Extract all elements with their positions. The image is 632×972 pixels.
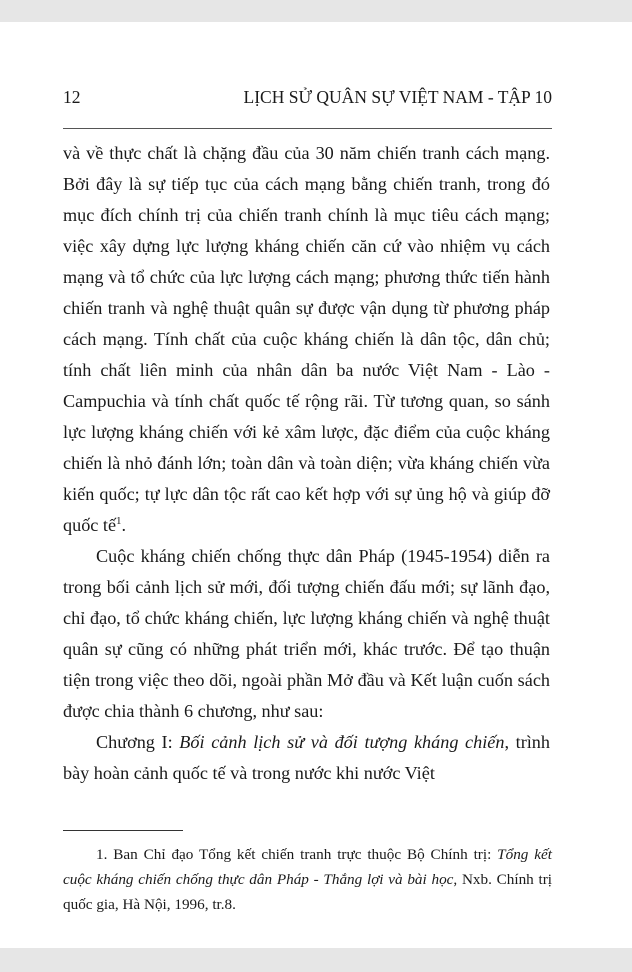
main-text (63, 138, 550, 789)
running-title: LỊCH SỬ QUÂN SỰ VIỆT NAM - TẬP 10 (243, 87, 552, 107)
page-number: 12 (63, 87, 81, 107)
paragraph-2: Cuộc kháng chiến chống thực dân Pháp (1945-1954) diễn ra trong bối cảnh lịch sử mới, đối tượng chiến đấu mới; sự lãnh đạo, chỉ đạo, tổ chức kháng chiến, lực lượng kháng chiến và nghệ thuật quân sự cũng có những phát triển mới, khác trước. Để tạo thuận tiện trong việc theo dõi, ngoài phần Mở đầu và Kết luận cuốn sách được chia thành 6 chương, như sau: (63, 546, 550, 721)
page-header (63, 86, 552, 112)
footnote-publication: , Nxb. Chính trị quốc gia, Hà Nội, 1996, tr.8. (63, 871, 552, 913)
paragraph-1 (63, 138, 550, 541)
footnote-lead: 1. Ban Chỉ đạo Tổng kết chiến tranh trực thuộc Bộ Chính trị: (96, 846, 498, 863)
paragraph-3 (63, 727, 550, 789)
book-page (0, 22, 632, 948)
header-divider (63, 128, 552, 129)
paragraph-3-text: , trình bày hoàn cảnh quốc tế và trong nước khi nước Việt (63, 732, 550, 783)
footnote-1 (63, 842, 552, 917)
footnote (63, 842, 552, 917)
paragraph-1-end: . (121, 515, 127, 535)
chapter-label: Chương I: (96, 732, 180, 752)
paragraph-1-text: và về thực chất là chặng đầu của 30 năm chiến tranh cách mạng. Bởi đây là sự tiếp tục của cách mạng bằng chiến tranh, trong đó mục đích chính trị của chiến tranh chính là mục tiêu cách mạng; việc xây dựng lực lượng kháng chiến căn cứ vào nhiệm vụ cách mạng và tổ chức của lực lượng cách mạng; phương thức tiến hành chiến tranh và nghệ thuật quân sự được vận dụng từ phương pháp cách mạng. Tính chất của cuộc kháng chiến là dân tộc, dân chủ; tính chất liên minh của nhân dân ba nước Việt Nam - Lào - Campuchia và tính chất quốc tế rộng rãi. Từ tương quan, so sánh lực lượng kháng chiến với kẻ xâm lược, đặc điểm của cuộc kháng chiến là nhỏ đánh lớn; toàn dân và toàn diện; vừa kháng chiến vừa kiến quốc; tự lực dân tộc rất cao kết hợp với sự ủng hộ và giúp đỡ quốc tế (63, 143, 550, 535)
footnote-reference[interactable]: 1 (116, 514, 122, 527)
chapter-title: Bối cảnh lịch sử và đối tượng kháng chiến (179, 732, 505, 752)
footnote-divider (63, 830, 183, 831)
footnote-book-title: Tổng kết cuộc kháng chiến chống thực dân Pháp - Thắng lợi và bài học (63, 846, 552, 888)
